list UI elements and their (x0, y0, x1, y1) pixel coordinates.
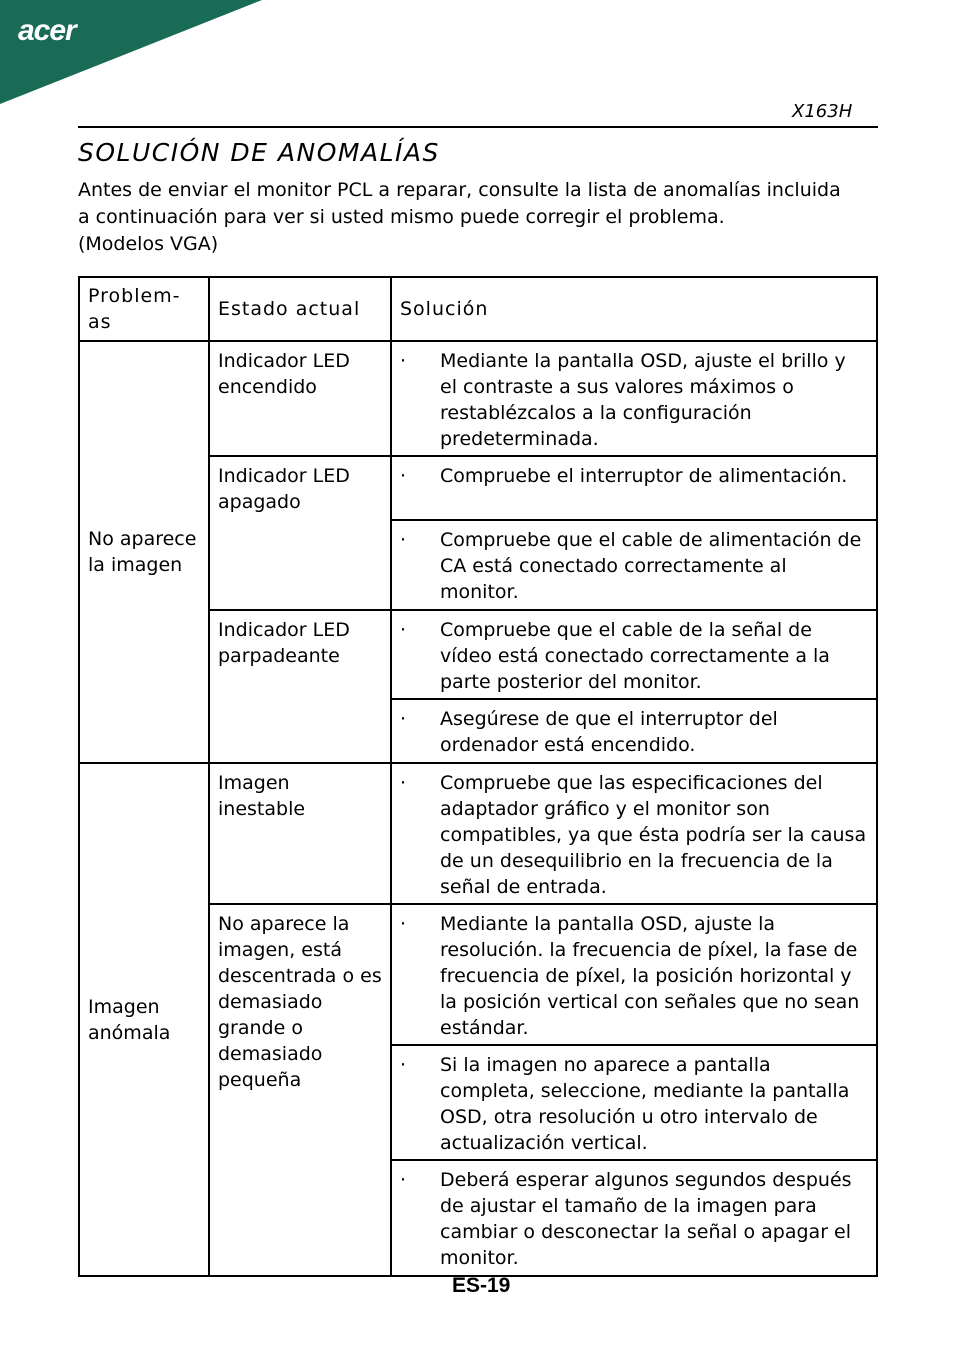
intro-line: a continuación para ver si usted mismo puede corregir el problema. (78, 206, 725, 228)
problem-cell: Imagen anómala (79, 763, 209, 1276)
header-cell: Solución (391, 277, 877, 341)
troubleshooting-table (78, 276, 878, 1277)
state-cell: Indicador LED encendido (209, 341, 391, 456)
solution-cell: · Compruebe que el cable de la señal de vídeo está conectado correctamente a la parte posterior del monitor. (391, 610, 877, 699)
table-row (79, 341, 877, 456)
state-cell: Indicador LED apagado (209, 456, 391, 610)
model-number: X163H (792, 101, 853, 122)
table-header-row (79, 277, 877, 341)
solution-cell: · Deberá esperar algunos segundos después de ajustar el tamaño de la imagen para cambiar o desconectar la señal o apagar el monitor. (391, 1160, 877, 1276)
page-number: ES-19 (452, 1274, 511, 1297)
page-title: SOLUCIÓN DE ANOMALÍAS (78, 138, 440, 167)
solution-cell: · Si la imagen no aparece a pantalla completa, seleccione, mediante la pantalla OSD, otra resolución u otro intervalo de actualización vertical. (391, 1045, 877, 1160)
problem-cell: No aparece la imagen (79, 341, 209, 763)
header-rule (78, 126, 878, 128)
table-row (79, 763, 877, 904)
solution-cell: · Compruebe el interruptor de alimentación. (391, 456, 877, 520)
intro-paragraph (78, 177, 893, 258)
solution-cell: · Compruebe que las especificaciones del adaptador gráfico y el monitor son compatibles, ya que ésta podría ser la causa de un desequilibrio en la frecuencia de la señal de entrada. (391, 763, 877, 904)
state-cell: Imagen inestable (209, 763, 391, 904)
solution-cell: · Asegúrese de que el interruptor del ordenador está encendido. (391, 699, 877, 763)
state-cell: Indicador LED parpadeante (209, 610, 391, 763)
solution-cell: · Mediante la pantalla OSD, ajuste el brillo y el contraste a sus valores máximos o restablézcalos a la configuración predeterminada. (391, 341, 877, 456)
state-cell: No aparece la imagen, está descentrada o es demasiado grande o demasiado pequeña (209, 904, 391, 1276)
intro-line: (Modelos VGA) (78, 233, 219, 255)
solution-cell: · Mediante la pantalla OSD, ajuste la resolución. la frecuencia de píxel, la fase de frecuencia de píxel, la posición horizontal y la posición vertical con señales que no sean estándar. (391, 904, 877, 1045)
acer-logo: acer (18, 14, 76, 47)
header-cell: Problem-as (79, 277, 209, 341)
intro-line: Antes de enviar el monitor PCL a reparar, consulte la lista de anomalías incluida (78, 179, 841, 201)
header-cell: Estado actual (209, 277, 391, 341)
solution-cell: · Compruebe que el cable de alimentación de CA está conectado correctamente al monitor. (391, 520, 877, 610)
